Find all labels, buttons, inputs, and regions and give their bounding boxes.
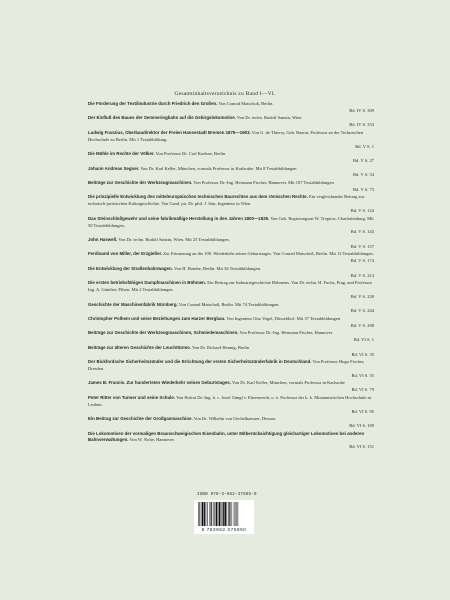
barcode-bar bbox=[216, 502, 218, 526]
entry-author: Ein vergleichender Beitrag zur technisch-juristischen Kulturgeschichte. Von Cand. jur. Dr. phil. J. Stur, Ingenieur in Wien bbox=[88, 194, 365, 207]
entry-author: Von H. Bombe, Berlin. Mit 36 Textabbildungen. bbox=[173, 265, 261, 271]
barcode-bar bbox=[202, 502, 204, 526]
toc-entry bbox=[88, 151, 374, 165]
toc-entry bbox=[88, 280, 374, 301]
entry-author: Zur Erinnerung an die 100. Wiederkehr seines Geburtstages. Von Conrad Matschoß, Berlin. Mit 12 Textabbildungen. bbox=[163, 251, 374, 257]
entry-author: Von Dr. techn. Rudolf Sanzin, Wien. Mit 25 Textabbildungen. bbox=[118, 236, 230, 242]
barcode-bar bbox=[206, 502, 207, 526]
barcode-bar bbox=[198, 502, 199, 526]
entry-author: Von G. de Thierry, Geh. Baurat, Professor an der Technischen Hochschule zu Berlin. Mit 1 Textabbildung. bbox=[88, 129, 364, 142]
barcode-bar bbox=[207, 502, 208, 526]
entry-author: Von Dr. techn. Rudolf Sanzin, Wien bbox=[236, 115, 302, 121]
entry-reference: Bd. V S. 214 bbox=[350, 272, 374, 278]
entry-title: Die Förderung der Textilindustrie durch Friedrich den Großen. bbox=[88, 101, 218, 106]
toc-entry bbox=[88, 194, 374, 215]
entry-title: John Haswell. bbox=[88, 236, 118, 242]
entry-reference: Bd. V S. 244 bbox=[350, 308, 374, 314]
toc-entry bbox=[88, 380, 374, 394]
entry-title: Die ersten betriebsfähigen Dampfmaschinen in Böhmen. bbox=[88, 280, 207, 286]
barcode-bar bbox=[232, 502, 233, 526]
entry-reference: Bd. V S. 174 bbox=[350, 258, 374, 264]
barcode-bar bbox=[227, 502, 228, 526]
entry-reference: Bd. V S. 1 bbox=[355, 143, 374, 149]
entry-title: Ferdinand von Miller, der Erzgießer. bbox=[88, 251, 163, 257]
toc-entry bbox=[88, 251, 374, 265]
barcode-bar bbox=[235, 502, 236, 526]
entry-reference: Bd. VI S. 109 bbox=[349, 423, 374, 429]
barcode-bar bbox=[238, 502, 239, 526]
barcode-bar bbox=[222, 502, 223, 526]
toc-entry bbox=[88, 302, 374, 316]
toc-entry bbox=[88, 237, 374, 251]
barcode-bar bbox=[213, 502, 214, 526]
barcode-bar bbox=[237, 502, 238, 526]
entry-reference: Bd. VI S. 151 bbox=[349, 444, 374, 450]
entry-author: Ein Beitrag zur Industriegeschichte Böhmens. Von Dr. techn. H. Fuchs, Prag, und Professor Ing. A. Günther, Pilsen. Mit 2 Textabbildungen bbox=[88, 280, 373, 293]
entry-author: Von Dr. Richard Hennig, Berlin bbox=[192, 344, 250, 350]
entry-title: Geschichte der Maschinenfabrik Nürnberg. bbox=[88, 301, 178, 307]
entry-author: Von Conrad Matschoß, Berlin. bbox=[218, 101, 274, 106]
page-heading: Gesamtinhaltsverzeichnis zu Band I—VI. bbox=[174, 91, 276, 97]
entry-author: Von Professor Dr.-Ing. Hermann Fischer, Hannover. Mit 107 Textabbildungen bbox=[193, 179, 334, 185]
barcode-bar bbox=[228, 502, 229, 526]
barcode-bar bbox=[214, 502, 215, 526]
entry-author: Von Professor Dr. Carl Koehne, Berlin bbox=[155, 151, 226, 157]
entry-author: Von Dr. Karl Keller, München, vormals Professor in Karlsruhe bbox=[232, 380, 345, 386]
entry-reference: Bd. V S. 143 bbox=[350, 229, 374, 235]
barcode-bar bbox=[234, 502, 235, 526]
toc-entry bbox=[88, 416, 374, 430]
entry-reference: Bd. V S. 157 bbox=[350, 243, 374, 249]
entry-author: Von Professor Hugo Fischer, Dresden. bbox=[88, 359, 365, 372]
entry-title: Die prinzipielle Entwicklung des mitteleuropäischen technischen Baurechtes aus dem römischen Rechte. bbox=[88, 194, 308, 200]
entry-reference: Bd. VI S. 35 bbox=[351, 351, 374, 357]
barcode-bar bbox=[218, 502, 219, 526]
entry-title: Peter Ritter von Tunner und seine Schule. bbox=[88, 394, 176, 400]
isbn-label: ISBN 978-3-662-37685-0 bbox=[197, 493, 257, 497]
barcode-bar bbox=[221, 502, 222, 526]
barcode-bar bbox=[201, 502, 202, 526]
entry-title: Beiträge zur Geschichte der Werkzeugmaschinen, Schmiedemaschinen. bbox=[88, 330, 239, 336]
barcode-bar bbox=[204, 502, 205, 526]
toc-entry bbox=[88, 266, 374, 280]
toc-entry bbox=[88, 115, 374, 129]
barcode-bar bbox=[199, 502, 200, 526]
barcode-bar bbox=[229, 502, 230, 526]
entry-reference: Bd. V S. 27 bbox=[353, 158, 374, 164]
entry-reference: Bd. IV S. 309 bbox=[349, 107, 374, 113]
entry-reference: Bd. V S. 54 bbox=[353, 172, 374, 178]
entry-author: Von Dr. Karl Keller, München, vormals Professor in Karlsruhe. Mit 8 Textabbildungen bbox=[140, 165, 297, 171]
entry-title: Johann Andreas Segner. bbox=[88, 165, 140, 171]
entry-reference: Bd. VI S. 79 bbox=[351, 387, 374, 393]
toc-entry bbox=[88, 166, 374, 180]
entry-author: Von Hofrat Dr.-Ing. h. c. Josef Gängl v. Ehrenwerth, o. ö. Professor der k. k. Montanistischen Hochschule in Leoben. bbox=[88, 394, 372, 407]
entry-author: Von Dr. Wilhelm von Oechelhaeuser, Dessau. bbox=[193, 416, 276, 422]
entry-title: James B. Francis. Zur hundertsten Wiederkehr seines Geburtstages. bbox=[88, 380, 231, 386]
entry-reference: Bd. VI S. 55 bbox=[351, 372, 374, 378]
entry-title: Die Entwicklung der Straßenbahnwagen. bbox=[88, 265, 173, 271]
barcode-bar bbox=[211, 502, 212, 526]
toc-entry bbox=[88, 345, 374, 359]
entry-title: Die Mühle im Rechte der Völker. bbox=[88, 151, 155, 157]
toc-entry bbox=[88, 431, 374, 452]
toc-entry bbox=[88, 395, 374, 416]
barcode-bar bbox=[210, 502, 211, 526]
entry-reference: Bd. IV S. 333 bbox=[349, 122, 374, 128]
toc-entry bbox=[88, 216, 374, 237]
barcode-bar bbox=[223, 502, 224, 526]
entry-title: Christopher Polhem und seine Beziehungen zum Harzer Bergbau. bbox=[88, 315, 226, 321]
entry-reference: Bd. VI S. 1 bbox=[353, 337, 374, 343]
toc-entry bbox=[88, 316, 374, 330]
table-of-contents bbox=[88, 101, 374, 452]
barcode-bar bbox=[224, 502, 226, 526]
entry-title: Beiträge zur Geschichte der Werkzeugmaschinen. bbox=[88, 179, 193, 185]
entry-title: Ludwig Franzius, Oberbaudirektor der Freien Hansestadt Bremen 1875—1903. bbox=[88, 129, 251, 135]
entry-title: Beiträge zur älteren Geschichte der Leuchttürme. bbox=[88, 344, 191, 350]
entry-author: Von W. Nolte, Hannover. bbox=[129, 437, 175, 443]
entry-author: Von Geh. Regierungsrat W. Treptow, Charlottenburg. Mit 50 Textabbildungen. bbox=[88, 215, 374, 228]
entry-reference: Bd. V S. 73 bbox=[353, 186, 374, 192]
entry-title: Das Steinschloßgewehr und seine fabrikmäßige Herstellung in den Jahren 1800—1825. bbox=[88, 215, 270, 221]
entry-title: Die Lokomotiven der vormaligen Braunschweigischen Eisenbahn, unter Mitberücksichtigung gleichartiger Lokomotiven bei anderen Bahnverwaltungen. bbox=[88, 430, 365, 443]
entry-title: Ein Beitrag zur Geschichte der Großgasmaschine. bbox=[88, 416, 193, 422]
toc-entry bbox=[88, 130, 374, 151]
barcode-number: 9 783662 376850 bbox=[194, 527, 254, 534]
toc-entry bbox=[88, 101, 374, 115]
entry-title: Der Bickfordsche Sicherheitszünder und die Errichtung der ersten Sicherheitszünderfabrik in Deutschland. bbox=[88, 359, 312, 365]
entry-author: Von Professor Dr.-Ing. Hermann Fischer, Hannover bbox=[239, 330, 333, 336]
entry-author: Von Conrad Matschoß, Berlin. Mit 74 Textabbildungen. bbox=[178, 301, 280, 307]
entry-reference: Bd. V S. 124 bbox=[350, 208, 374, 214]
toc-entry bbox=[88, 330, 374, 344]
toc-entry bbox=[88, 180, 374, 194]
entry-reference: Bd. VI S. 95 bbox=[351, 408, 374, 414]
entry-reference: Bd. V S. 298 bbox=[350, 322, 374, 328]
toc-entry bbox=[88, 359, 374, 380]
barcode-bar bbox=[219, 502, 220, 526]
entry-title: Der Einfluß des Baues der Semmeringbahn auf die Gebirgslokomotive. bbox=[88, 115, 236, 121]
entry-reference: Bd. V S. 230 bbox=[350, 294, 374, 299]
entry-author: Von Ingenieur Otto Vogel, Düsseldorf. Mit 37 Textabbildungen bbox=[226, 315, 341, 321]
